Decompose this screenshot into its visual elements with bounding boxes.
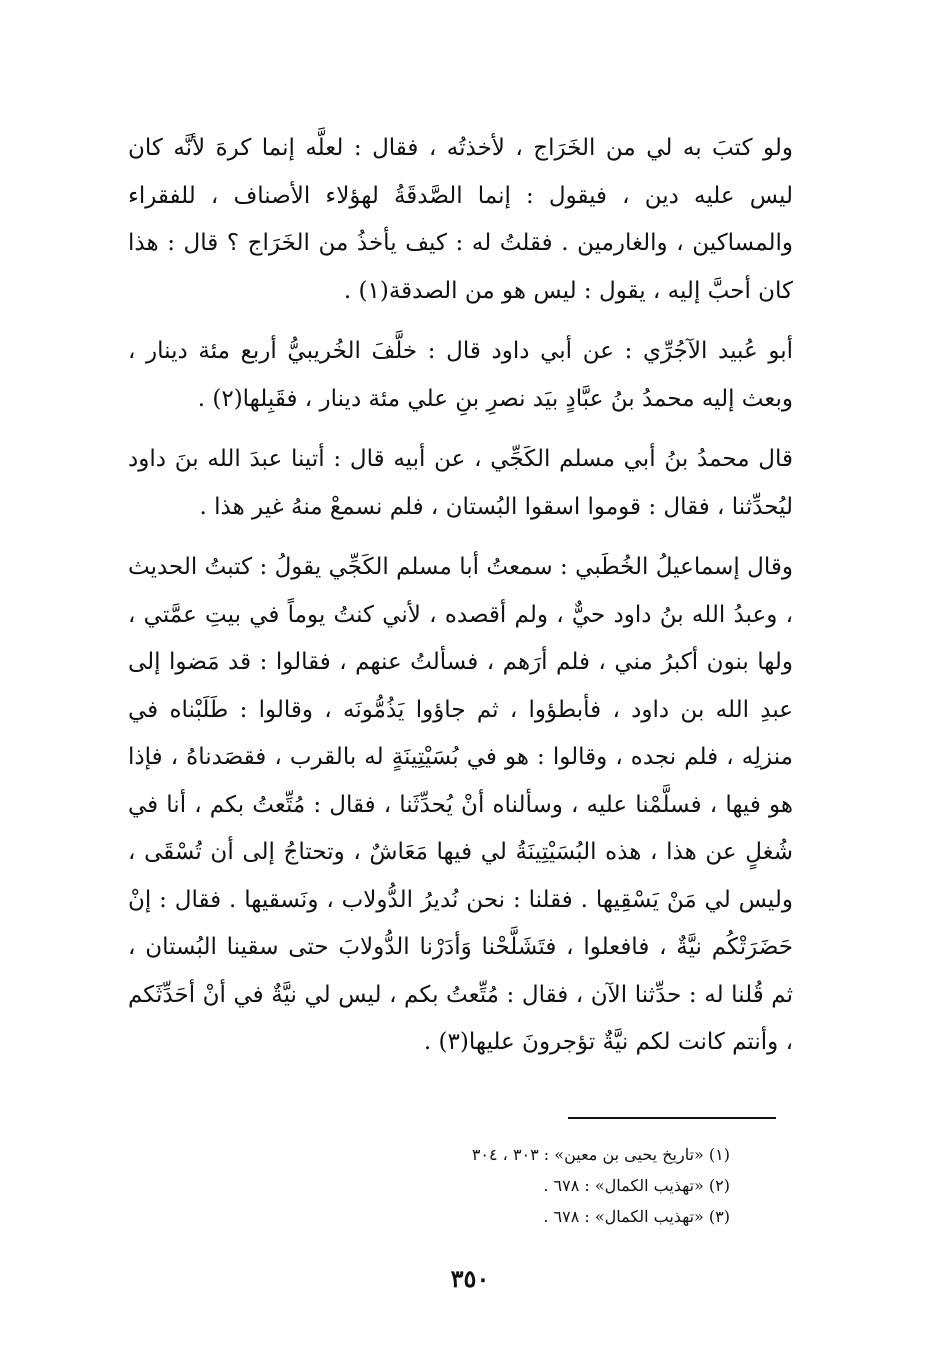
footnote-2: (٢) «تهذيب الكمال» : ٦٧٨ . bbox=[543, 1176, 730, 1195]
footnotes bbox=[300, 1139, 730, 1232]
paragraph-1: ولو كتبَ به لي من الخَرَاج ، لأخذتُه ، فقال : لعلَّه إنما كرهَ لأنَّه كان ليس عليه دين ، فيقول : إنما الصَّدقَةُ لهؤلاء الأصناف ، للفقراء والمساكين ، والغارمين . فقلتُ له : كيف يأخذُ من الخَرَاج ؟ قال : هذا كان أحبَّ إليه ، يقول : ليس هو من الصدقة(١) . bbox=[128, 135, 794, 304]
paragraph-2: أبو عُبيد الآجُرِّي : عن أبي داود قال : خلَّفَ الخُريبيُّ أربع مئة دينار ، وبعث إليه محمدُ بنُ عبَّادٍ بيَد نصرِ بنِ علي مئة دينار ، فقَبِلها(٢) . bbox=[128, 338, 793, 412]
footnote-1: (١) «تاريخ يحيى بن معين» : ٣٠٣ ، ٣٠٤ bbox=[471, 1145, 730, 1164]
paragraph-3: قال محمدُ بنُ أبي مسلم الكَجِّي ، عن أبيه قال : أتينا عبدَ الله بنَ داود ليُحدِّثنا ، فقال : قوموا اسقوا البُستان ، فلم نسمعْ منهُ غير هذا . bbox=[128, 446, 793, 520]
main-text bbox=[128, 125, 793, 1067]
page-number: ٣٥٠ bbox=[450, 1264, 490, 1293]
footnote-3: (٣) «تهذيب الكمال» : ٦٧٨ . bbox=[543, 1207, 730, 1226]
footnote-separator bbox=[568, 1117, 776, 1119]
paragraph-4: وقال إسماعيلُ الخُطَبي : سمعتُ أبا مسلم الكَجِّي يقولُ : كتبتُ الحديث ، وعبدُ الله بنُ داود حيٌّ ، ولم أقصده ، لأني كنتُ يوماً في بيتِ عمَّتي ، ولها بنون أكبرُ مني ، فلم أرَهم ، فسألتُ عنهم ، فقالوا : قد مَضوا إلى عبدِ الله بن داود ، فأبطؤوا ، ثم جاؤوا يَذُمُّونَه ، وقالوا : طَلَبْناه في منزلِه ، فلم نجده ، وقالوا : هو في بُسَيْتِينَةٍ له بالقرب ، فقصَدناهُ ، فإذا هو فيها ، فسلَّمْنا عليه ، وسألناه أنْ يُحدِّثَنا ، فقال : مُتِّعتُ بكم ، أنا في شُغلٍ عن هذا ، هذه البُسَيْتِينَةُ لي فيها مَعَاشٌ ، وتحتاجُ إلى أن تُسْقَى ، وليس لي مَنْ يَسْقِيها . فقلنا : نحن نُديرُ الدُّولاب ، ونَسقيها . فقال : إنْ حَضَرَتْكُم نيَّةٌ ، فافعلوا ، فتَشَلَّحْنا وَأدَرْنا الدُّولابَ حتى سقينا البُستان ، ثم قُلنا له : حدِّثنا الآن ، فقال : مُتِّعتُ بكم ، ليس لي نيَّةٌ في أنْ أحَدِّثَكم ، وأنتم كانت لكم نيَّةٌ تؤجرونَ عليها(٣) . bbox=[128, 554, 793, 1055]
